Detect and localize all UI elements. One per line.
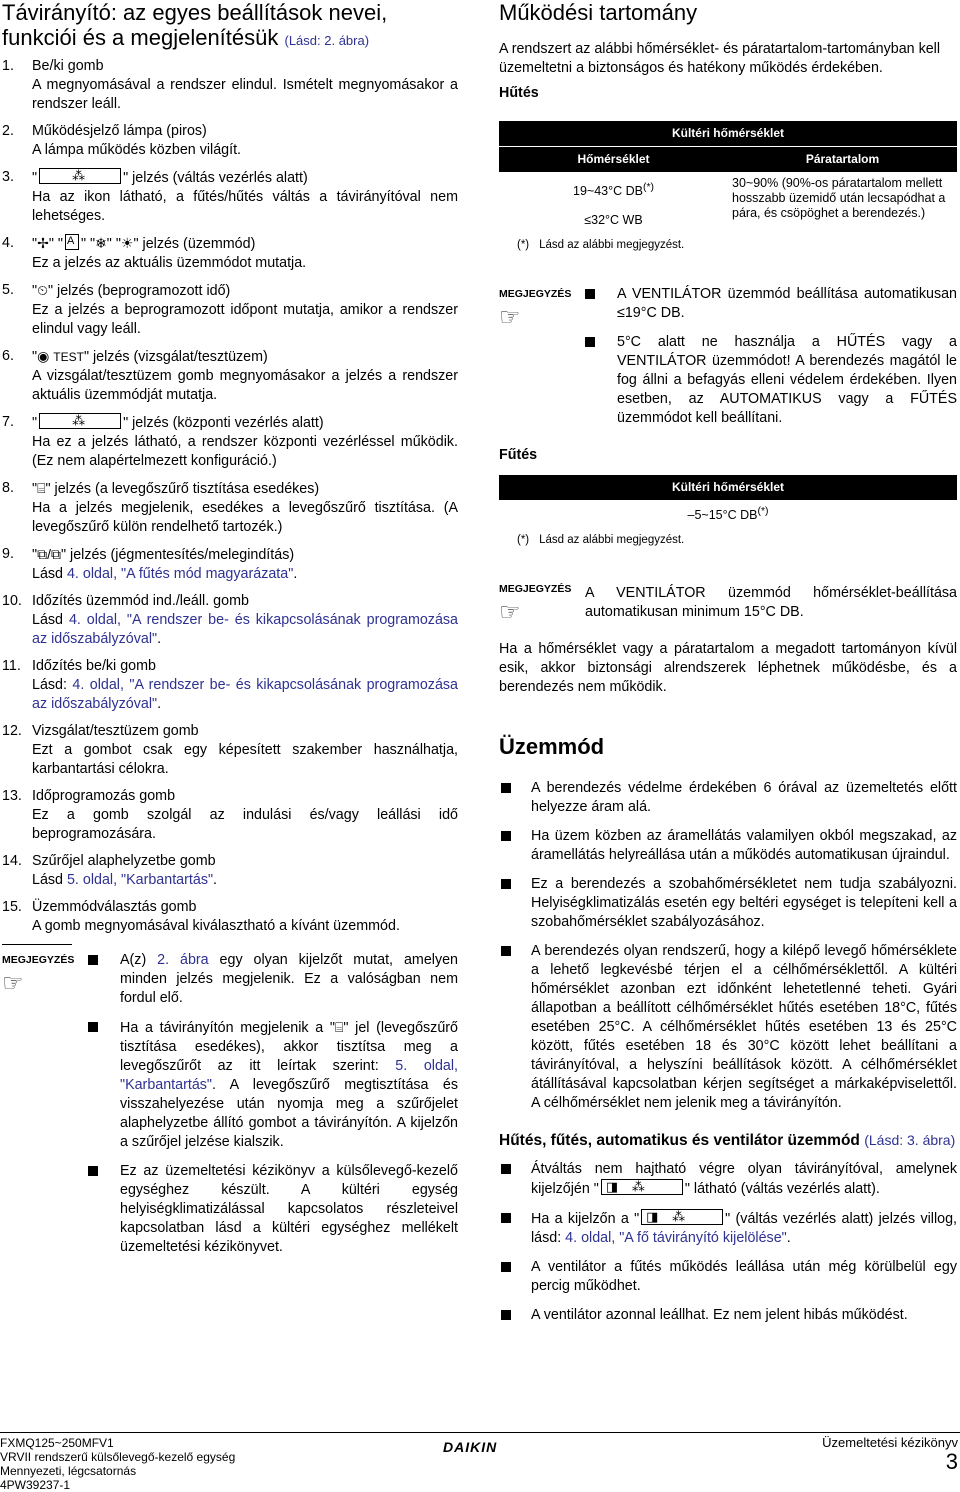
item-body: . <box>157 696 162 712</box>
list-item: 5. "⏲" jelzés (beprogramozott idő) Ez a jelzés a beprogramozott időpont mutatja, amikor a rendszer elindul vagy leáll. <box>2 282 458 337</box>
page-title <box>2 0 458 53</box>
footnote <box>517 236 957 255</box>
list-item: Ha üzem közben az áramellátás valamilyen okból megszakad, az áramellátás helyreállása után a működés automatikusan újraindul. <box>499 827 957 865</box>
note-text: A VENTILÁTOR üzemmód hőmérséklet-beállítása automatikusan minimum 15°C DB. <box>585 585 957 621</box>
title-ref-link[interactable]: (Lásd: 2. ábra) <box>284 33 370 48</box>
note-hand-icon: ☞ <box>499 304 521 332</box>
list-item <box>2 57 458 114</box>
subsection-title-text: Hűtés, fűtés, automatikus és ventilátor üzemmód <box>499 1132 860 1150</box>
item-body: A gomb megnyomásával kiválasztható a kívánt üzemmód. <box>32 918 400 934</box>
item-number: 14. <box>2 853 22 869</box>
item-head: Időzítés üzemmód ind./leáll. gomb <box>32 593 249 609</box>
note-item <box>88 951 458 1008</box>
page-ref-link[interactable]: 5. oldal, "Karbantartás" <box>120 1058 458 1093</box>
note-block <box>499 285 957 438</box>
table-header: Kültéri hőmérséklet <box>499 475 957 500</box>
temp-range: –5~15°C DB <box>687 508 758 523</box>
right-column <box>499 0 957 1335</box>
item-text: Átváltás nem hajtható végre olyan távirányítóval, amelynek kijelzőjén " <box>531 1161 957 1198</box>
table-cell <box>499 172 728 232</box>
note-item <box>88 1018 458 1152</box>
temp-range: ≤32°C WB <box>584 213 643 228</box>
fan-icon: ✢ <box>37 235 49 251</box>
item-body: A lámpa működés közben világít. <box>32 142 242 158</box>
list-item: A ventilátor azonnal leállhat. Ez nem jelent hibás működést. <box>499 1306 957 1325</box>
note-text: " jel (levegőszűrő tisztítása esedékes), akkor tisztítsa meg a levegőszűrőt az itt leírtak szerint: <box>120 1020 458 1074</box>
note-block <box>499 580 957 627</box>
column-header: Hőmérséklet <box>499 147 728 173</box>
item-head: " jelzés (üzemmód) <box>133 236 256 252</box>
footnote-mark: (*) <box>643 182 654 193</box>
column-header: Páratartalom <box>728 147 957 173</box>
item-number: 8. <box>2 480 14 496</box>
list-item <box>2 657 458 714</box>
safety-text: Ha a hőmérséklet vagy a páratartalom a megadott tartományon kívül esik, akkor biztonsági alrendszerek léphetnek működésbe, és a berendezés nem működik. <box>499 641 957 696</box>
item-body: . <box>213 872 218 888</box>
table-header: Kültéri hőmérséklet <box>499 121 957 147</box>
left-column <box>2 0 458 1267</box>
item-number: 2. <box>2 123 14 139</box>
section-title-operating-range: Működési tartomány <box>499 0 698 25</box>
item-head: Időprogramozás gomb <box>32 788 176 804</box>
item-head: Működésjelző lámpa (piros) <box>32 123 207 139</box>
title-line1: Távirányító: az egyes beállítások nevei, <box>2 0 388 25</box>
document-code: 4PW39237-1 <box>0 1478 71 1492</box>
defrost-hotstart-icon: ⧉/⧉ <box>37 546 61 562</box>
cool-icon: ❄ <box>95 235 107 251</box>
page-ref-link[interactable]: 4. oldal, "A fűtés mód magyarázata" <box>66 566 294 582</box>
footer-divider <box>0 1432 960 1433</box>
item-number: 9. <box>2 546 14 562</box>
item-body: Ha a jelzés megjelenik, esedékes a levegőszűrő tisztítása. (A levegőszűrő külön rendelhető tartozék.) <box>32 500 458 535</box>
test-label: TEST <box>53 350 84 364</box>
footnote-text: Lásd az alábbi megjegyzést. <box>539 239 685 252</box>
item-number: 3. <box>2 169 14 185</box>
table-cell <box>499 500 957 527</box>
section-title-mode: Üzemmód <box>499 734 605 760</box>
list-item: 6. "◉ TEST" jelzés (vizsgálat/tesztüzem) A vizsgálat/tesztüzem gomb megnyomásakor a jelzés a rendszer aktuális üzemmódját mutatja. <box>2 348 458 403</box>
central-control-icon: ⁂ <box>39 413 121 429</box>
item-body: Ha az ikon látható, a fűtés/hűtés váltás a távirányítóval nem lehetséges. <box>32 189 458 224</box>
footnote-mark: (*) <box>757 506 769 518</box>
list-item <box>499 1209 957 1248</box>
note-text: Ha a távirányítón megjelenik a " <box>120 1020 335 1036</box>
list-item <box>2 592 458 649</box>
footnote-mark: (*) <box>517 534 530 547</box>
item-body: Ezt a gombot csak egy képesített szakember használhatja, karbantartási célokra. <box>32 742 458 777</box>
item-head: Üzemmódválasztás gomb <box>32 899 197 915</box>
inspection-icon: ◉ <box>37 348 50 364</box>
manual-title: Üzemeltetési kézikönyv <box>822 1435 958 1450</box>
changeover-icon: ⁂ <box>39 168 121 184</box>
list-item: 8. "⌸" jelzés (a levegőszűrő tisztítása esedékes) Ha a jelzés megjelenik, esedékes a levegőszűrő tisztítása. (A levegőszűrő külön rendelhető tartozék.) <box>2 480 458 535</box>
product-type: Mennyezeti, légcsatornás <box>0 1464 137 1478</box>
item-body: Lásd <box>32 612 69 628</box>
temp-range: 19~43°C DB <box>573 184 643 199</box>
page-ref-link[interactable]: 4. oldal, "A rendszer be- és kikapcsolásának programozása az időszabályzóval" <box>32 677 458 712</box>
note-label: MEGJEGYZÉS <box>499 583 572 596</box>
page-ref-link[interactable]: 4. oldal, "A rendszer be- és kikapcsolásának programozása az időszabályzóval" <box>32 612 459 647</box>
item-head: " jelzés (központi vezérlés alatt) <box>123 415 324 431</box>
item-body: Lásd <box>32 566 67 582</box>
changeover-icon: ◨ ⁂ <box>601 1179 683 1195</box>
page-number: 3 <box>945 1449 958 1474</box>
heating-table <box>499 475 957 527</box>
item-body: Ha ez a jelzés látható, a rendszer központi vezérléssel működik. (Ez nem alapértelmezett konfiguráció.) <box>32 434 458 469</box>
quote: " <box>32 170 38 186</box>
changeover-icon: ◨ ⁂ <box>641 1209 723 1225</box>
item-number: 13. <box>2 788 22 804</box>
note-label: MEGJEGYZÉS <box>499 288 572 301</box>
list-item: A berendezés olyan rendszerű, hogy a kilépő levegő hőmérséklete a lehető legkevésbé térjen el a célhőmérséklettől. A kültéri hőmérséklet azonban ezt időnként lehetetlenné teheti. Gyári állapotban a beállított célhőmérséklet hűtés esetében 18°C, fűtés esetében 25°C. A célhőmérséklet hűtés esetében 13 és 25°C között, fűtés esetében 18 és 30°C között lehet beállítani a távirányítóval, a helyszíni beállítások között. A célhőmérséklet átállításával kapcsolatban kérjen segítséget a márkaképviselettől. A célhőmérséklet nem jelenik meg a távirányítón. <box>499 942 957 1113</box>
list-item <box>499 1160 957 1199</box>
list-item: 9. "⧉/⧉" jelzés (jégmentesítés/melegindítás) Lásd 4. oldal, "A fűtés mód magyarázata". <box>2 546 298 582</box>
note-text: . A levegőszűrő megtisztítása és visszahelyezése után nyomja meg a szűrőjelet alaphelyzetbe állító gombot a távirányítón. A kijelzőn a szűrőjel jelzése kialszik. <box>120 1077 458 1150</box>
heat-icon: ☀ <box>120 235 134 251</box>
model-number: FXMQ125~250MFV1 <box>0 1436 114 1450</box>
item-body: Ez a jelzés a beprogramozott időpont mutatja, amikor a rendszer elindul vagy leáll. <box>32 302 458 337</box>
note-block <box>2 951 458 1267</box>
item-body: Lásd: <box>32 677 73 693</box>
item-head: Szűrőjel alaphelyzetbe gomb <box>32 853 216 869</box>
item-text: . <box>786 1230 791 1247</box>
note-item: Ez az üzemeltetési kézikönyv a külsőlevegő-kezelő egységhez készült. A kültéri egység helyiségklimatizálással kapcsolatos részleteivel kapcsolatban lásd a kültéri egységhez mellékelt üzemeltetési kézikönyvet. <box>88 1162 458 1257</box>
item-head: " jelzés (jégmentesítés/melegindítás) <box>60 547 295 563</box>
list-item: 4. "✢" " A " "❄" "☀" jelzés (üzemmód) Ez a jelzés az aktuális üzemmódot mutatja. <box>2 234 458 273</box>
daikin-logo: DAIKIN <box>443 1439 498 1455</box>
footnote-mark: (*) <box>517 239 530 252</box>
list-item <box>2 122 458 160</box>
auto-icon: A <box>65 234 79 250</box>
item-body: . <box>293 566 298 582</box>
item-number: 12. <box>2 723 22 739</box>
filter-icon: ⌸ <box>334 1019 344 1035</box>
item-number: 1. <box>2 58 14 74</box>
item-head: Be/ki gomb <box>32 58 104 74</box>
list-item: Ez a berendezés a szobahőmérsékletet nem tudja szabályozni. Helyiségklimatizálás esetén egy beltéri egységet is telepíteni kell a szobahőmérséklet szabályozásához. <box>499 875 957 932</box>
item-head: Időzítés be/ki gomb <box>32 658 156 674</box>
cooling-label: Hűtés <box>499 85 539 101</box>
list-item <box>2 787 458 844</box>
figure-ref-link[interactable]: (Lásd: 3. ábra) <box>864 1132 956 1149</box>
table-cell: 30~90% (90%-os páratartalom mellett hosszabb üzemidő után lecsapódhat a pára, és csöpöghet a berendezés.) <box>732 176 946 220</box>
item-head: " jelzés (váltás vezérlés alatt) <box>123 170 308 186</box>
subsection-title <box>499 1131 957 1150</box>
note-divider <box>2 944 72 945</box>
item-body: Ez a gomb szolgál az indulási és/vagy leállási idő beprogramozására. <box>32 807 458 842</box>
intro-text: A rendszert az alábbi hőmérséklet- és páratartalom-tartományban kell üzemeltetni a biztonságos és hatékony működés érdekében. <box>499 41 941 76</box>
page-ref-link[interactable]: 4. oldal, "A fő távirányító kijelölése" <box>565 1230 787 1247</box>
item-head: " jelzés (a levegőszűrő tisztítása esedékes) <box>45 481 320 497</box>
list-item: A berendezés védelme érdekében 6 órával az üzemeltetés előtt helyezze áram alá. <box>499 779 957 817</box>
item-head: " jelzés (beprogramozott idő) <box>48 283 231 299</box>
note-item: A VENTILÁTOR üzemmód beállítása automatikusan ≤19°C DB. <box>585 285 957 323</box>
mode-list <box>499 779 957 1113</box>
filter-icon: ⌸ <box>37 480 46 496</box>
timer-icon: ⏲ <box>37 282 48 298</box>
footer-left <box>0 1436 235 1492</box>
item-body: A vizsgálat/tesztüzem gomb megnyomásakor a jelzés a rendszer aktuális üzemmódját mutatja. <box>32 368 458 403</box>
footnote <box>517 531 957 550</box>
title-line2: funkciói és a megjelenítésük <box>2 25 279 50</box>
list-item <box>2 898 458 936</box>
item-text: " látható (váltás vezérlés alatt). <box>684 1181 880 1198</box>
item-number: 4. <box>2 235 14 251</box>
footer-right <box>822 1436 958 1474</box>
mode-sub-list <box>499 1160 957 1325</box>
item-head: " jelzés (vizsgálat/tesztüzem) <box>83 349 268 365</box>
item-text: Ha a kijelzőn a " <box>531 1211 640 1228</box>
note-item: 5°C alatt ne használja a HŰTÉS vagy a VENTILÁTOR üzemmódot! A berendezés magától le fog állni a befagyás elleni védelem érdekében. Ilyen esetben, az AUTOMATIKUS vagy a FŰTÉS üzemmódot kell beállítani. <box>585 333 957 428</box>
item-body: Ez a jelzés az aktuális üzemmódot mutatja. <box>32 255 307 271</box>
item-number: 5. <box>2 282 14 298</box>
item-number: 10. <box>2 593 22 609</box>
note-text: A(z) <box>120 952 158 968</box>
note-hand-icon: ☞ <box>499 599 521 627</box>
page-ref-link[interactable]: 5. oldal, "Karbantartás" <box>66 872 214 888</box>
footnote-text: Lásd az alábbi megjegyzést. <box>539 534 685 547</box>
product-name: VRVII rendszerű külsőlevegő-kezelő egység <box>0 1450 236 1464</box>
item-number: 15. <box>2 899 22 915</box>
item-text: " (váltás vezérlés alatt) jelzés villog, lásd: <box>531 1211 957 1247</box>
cooling-table <box>499 121 957 232</box>
item-body: . <box>157 631 162 647</box>
item-number: 6. <box>2 348 14 364</box>
heating-label: Fűtés <box>499 447 538 464</box>
figure-ref-link[interactable]: 2. ábra <box>157 952 209 968</box>
note-label: MEGJEGYZÉS <box>2 954 75 966</box>
item-number: 11. <box>2 658 21 674</box>
item-body: Lásd <box>32 872 67 888</box>
list-item: 7. " ⁂ " jelzés (központi vezérlés alatt) Ha ez a jelzés látható, a rendszer központi vezérléssel működik. (Ez nem alapértelmezett konfiguráció.) <box>2 413 458 469</box>
note-hand-icon: ☞ <box>2 970 24 997</box>
list-item <box>2 722 458 779</box>
item-body: A megnyomásával a rendszer elindul. Ismételt megnyomásakor a rendszer leáll. <box>32 77 458 112</box>
list-item <box>2 168 458 226</box>
item-head: Vizsgálat/tesztüzem gomb <box>32 723 199 739</box>
note-text: egy olyan kijelzőt mutat, amelyen minden jelzés megjelenik. Ez a valóságban nem fordul elő. <box>120 952 458 1006</box>
item-number: 7. <box>2 414 14 430</box>
list-item <box>2 852 458 890</box>
list-item: A ventilátor a fűtés működés leállása után még körülbelül egy percig működhet. <box>499 1258 957 1296</box>
